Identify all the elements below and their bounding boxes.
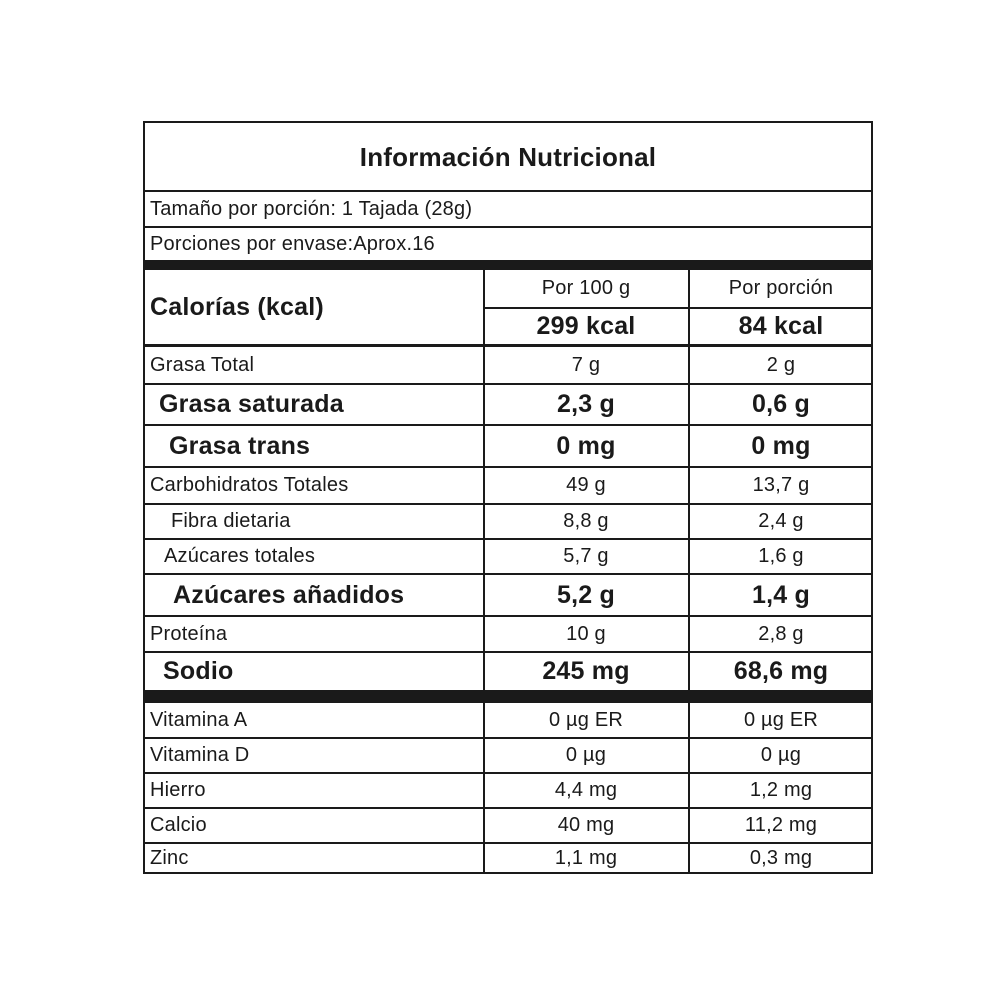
vitamin-label: Vitamina A (150, 708, 248, 731)
nutrient-per-100g: 0 mg (556, 431, 616, 460)
vitamin-per-serving: 11,2 mg (744, 814, 818, 836)
nutrient-label: Grasa saturada (159, 390, 344, 418)
nutrient-label: Azúcares añadidos (173, 580, 405, 609)
nutrient-label: Carbohidratos Totales (150, 474, 349, 496)
nutrient-label: Sodio (163, 657, 234, 685)
vitamin-per-serving: 1,2 mg (749, 779, 813, 801)
vitamin-per-serving: 0,3 mg (749, 846, 813, 869)
thick-divider (145, 260, 871, 270)
nutrient-per-serving: 0 mg (751, 431, 811, 460)
vitamin-per-serving: 0 µg ER (743, 708, 819, 731)
nutrient-per-100g: 2,3 g (557, 390, 615, 418)
nutrient-per-serving: 1,6 g (758, 545, 804, 567)
nutrient-label: Azúcares totales (164, 545, 316, 567)
vitamin-per-serving: 0 µg (760, 744, 802, 766)
nutrient-per-serving: 2,8 g (758, 622, 804, 645)
vitamin-per-100g: 40 mg (557, 814, 615, 836)
nutrition-facts-panel (143, 121, 873, 874)
nutrient-label: Fibra dietaria (171, 510, 291, 532)
nutrient-per-100g: 5,2 g (557, 580, 615, 609)
vitamin-label: Hierro (150, 779, 206, 801)
divider (484, 307, 871, 309)
vitamin-per-100g: 1,1 mg (554, 846, 618, 869)
vitamin-label: Calcio (150, 814, 207, 836)
column-header-per-serving: Por porción (728, 277, 834, 299)
serving-size: Tamaño por porción: 1 Tajada (28g) (150, 197, 473, 220)
vitamin-label: Vitamina D (150, 744, 250, 766)
nutrient-per-100g: 7 g (571, 353, 601, 376)
vitamin-label: Zinc (150, 846, 189, 869)
nutrient-per-serving: 2,4 g (758, 510, 804, 532)
servings-per-container: Porciones por envase:Aprox.16 (150, 232, 435, 255)
nutrient-per-serving: 13,7 g (752, 474, 810, 496)
vitamin-per-100g: 0 µg ER (548, 708, 624, 731)
nutrient-per-serving: 2 g (766, 353, 796, 376)
nutrient-per-serving: 0,6 g (752, 390, 810, 418)
nutrient-label: Proteína (150, 622, 228, 645)
nutrient-per-100g: 49 g (566, 474, 606, 496)
nutrient-per-100g: 8,8 g (563, 510, 609, 532)
vitamin-per-100g: 4,4 mg (554, 779, 618, 801)
nutrient-per-serving: 1,4 g (752, 580, 810, 609)
column-header-per-100g: Por 100 g (541, 277, 631, 299)
nutrient-label: Grasa trans (169, 431, 311, 460)
thick-divider (145, 690, 871, 703)
column-divider (688, 703, 690, 874)
calories-per-100g: 299 kcal (536, 311, 636, 340)
nutrient-per-serving: 68,6 mg (733, 657, 829, 685)
column-divider (483, 270, 485, 690)
calories-label: Calorías (kcal) (150, 292, 324, 321)
column-divider (483, 703, 485, 874)
panel-title: Información Nutricional (359, 141, 657, 172)
calories-per-serving: 84 kcal (738, 311, 824, 340)
nutrient-per-100g: 5,7 g (563, 545, 609, 567)
column-divider (688, 270, 690, 690)
nutrient-label: Grasa Total (150, 353, 255, 376)
vitamin-per-100g: 0 µg (565, 744, 607, 766)
nutrient-per-100g: 245 mg (542, 657, 630, 685)
nutrient-per-100g: 10 g (566, 622, 606, 645)
